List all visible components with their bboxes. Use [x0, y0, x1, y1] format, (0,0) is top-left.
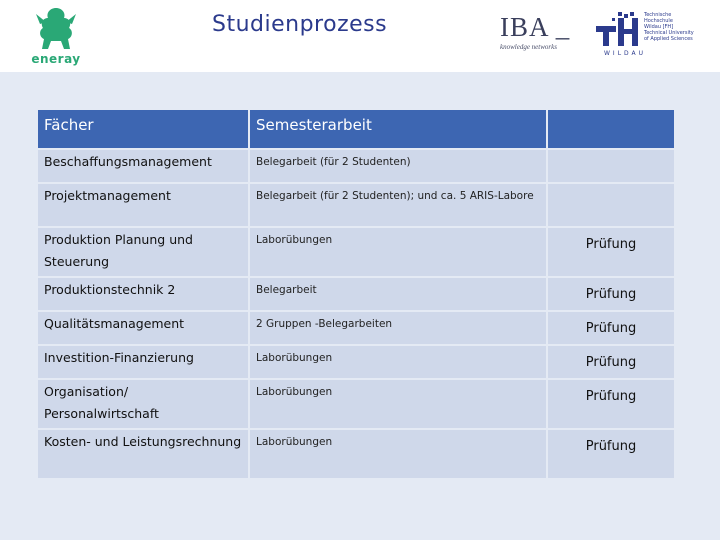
work-cell: Laborübungen — [249, 227, 547, 277]
exam-cell: Prüfung — [547, 429, 675, 479]
exam-cell: Prüfung — [547, 277, 675, 311]
work-cell: Laborübungen — [249, 345, 547, 379]
subject-cell: Investition-Finanzierung — [37, 345, 249, 379]
iba-tagline: knowledge networks — [500, 43, 557, 51]
exam-cell: Prüfung — [547, 311, 675, 345]
th-wildau-logo — [594, 12, 696, 56]
th-text-line: Hochschule — [644, 18, 673, 24]
iba-logo — [498, 12, 582, 56]
slide-header — [0, 0, 720, 72]
subject-cell: Kosten- und Leistungsrechnung — [37, 429, 249, 479]
header-semester-work: Semesterarbeit — [249, 109, 547, 149]
iba-logo-text: IBA _ — [500, 12, 571, 42]
griffin-logo-icon — [28, 4, 84, 66]
subject-cell: Projektmanagement — [37, 183, 249, 227]
header-exam — [547, 109, 675, 149]
th-text-block — [644, 12, 694, 42]
table-row — [37, 277, 675, 311]
work-cell: Laborübungen — [249, 379, 547, 429]
exam-cell: Prüfung — [547, 345, 675, 379]
page-title: Studienprozess — [212, 12, 388, 37]
th-text-line: of Applied Sciences — [644, 36, 693, 42]
exam-cell: Prüfung — [547, 227, 675, 277]
subject-cell: Produktion Planung und Steuerung — [37, 227, 249, 277]
header-subjects: Fächer — [37, 109, 249, 149]
table-row — [37, 429, 675, 479]
table-header-row — [37, 109, 675, 149]
subject-cell: Qualitätsmanagement — [37, 311, 249, 345]
th-text-line: Technische — [644, 12, 672, 18]
th-text-line: Technical University — [644, 30, 694, 36]
exam-cell — [547, 183, 675, 227]
exam-cell: Prüfung — [547, 379, 675, 429]
study-table — [36, 108, 676, 480]
table-row — [37, 345, 675, 379]
exam-cell — [547, 149, 675, 183]
table-row — [37, 311, 675, 345]
th-mark-icon — [594, 12, 642, 48]
work-cell: Belegarbeit (für 2 Studenten) — [249, 149, 547, 183]
logo-caption: eneray — [31, 52, 81, 66]
work-cell: Laborübungen — [249, 429, 547, 479]
table-row — [37, 227, 675, 277]
th-wildau-label: WILDAU — [604, 50, 647, 57]
table-row — [37, 183, 675, 227]
work-cell: 2 Gruppen -Belegarbeiten — [249, 311, 547, 345]
work-cell: Belegarbeit (für 2 Studenten); und ca. 5 ARIS-Labore — [249, 183, 547, 227]
table-row — [37, 379, 675, 429]
work-cell: Belegarbeit — [249, 277, 547, 311]
table-row — [37, 149, 675, 183]
subject-cell: Organisation/ Personalwirtschaft — [37, 379, 249, 429]
th-text-line: Wildau [FH] — [644, 24, 674, 30]
subject-cell: Produktionstechnik 2 — [37, 277, 249, 311]
subject-cell: Beschaffungsmanagement — [37, 149, 249, 183]
